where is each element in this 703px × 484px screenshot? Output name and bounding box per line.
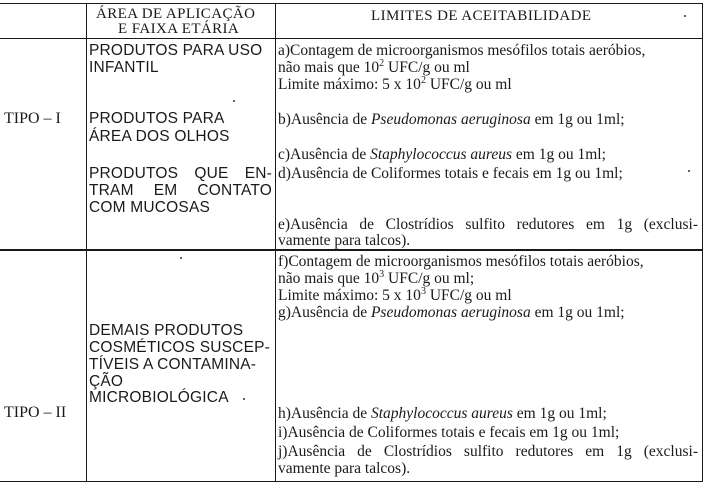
limit-b: b)Ausência de Pseudomonas aeruginosa em 1g ou 1ml;: [278, 111, 625, 128]
scan-speck: [180, 257, 182, 259]
area-demais-line3: TÍVEIS A CONTAMINA-: [89, 356, 257, 373]
area-mucosas-line2: TRAM EM CONTATO: [89, 182, 272, 199]
area-demais-line5: MICROBIOLÓGICA: [89, 389, 229, 406]
table-top-border: [0, 3, 703, 4]
limit-f-line2: não mais que $10^3$ UFC/g ou ml;: [278, 269, 475, 287]
limit-c: c)Ausência de Staphylococcus aureus em 1g ou 1ml;: [278, 146, 606, 163]
limit-j-line1: j)Ausência de Clostrídios sulfito redutores em 1g (exclusi-: [278, 443, 698, 460]
header-bottom-border: [0, 38, 703, 39]
col-divider-1: [86, 3, 87, 482]
area-demais-line2: COSMÉTICOS SUSCEP-: [89, 339, 271, 356]
scan-speck: [684, 15, 686, 17]
area-infantil-line1: PRODUTOS PARA USO: [89, 42, 263, 59]
area-mucosas-line1: PRODUTOS QUE EN-: [89, 165, 272, 182]
limit-a-line3: Limite máximo: 5 x $10^2$ UFC/g ou ml: [278, 75, 512, 93]
limit-e-line2: vamente para talcos).: [278, 232, 411, 249]
header-area-line1: ÁREA DE APLICAÇÃO: [96, 6, 256, 22]
limit-a-line1: a)Contagem de microorganismos mesófilos totais aeróbios,: [278, 42, 646, 59]
area-demais-line1: DEMAIS PRODUTOS: [89, 322, 244, 339]
scan-speck: [233, 100, 235, 102]
limit-h: h)Ausência de Staphylococcus aureus em 1g ou 1ml;: [278, 405, 607, 422]
area-demais-line4: ÇÃO: [89, 373, 124, 390]
limit-i: i)Ausência de Coliformes totais e fecais em 1g ou 1ml;: [278, 424, 620, 441]
col-divider-2: [275, 3, 276, 482]
area-olhos-line1: PRODUTOS PARA: [89, 110, 225, 127]
area-mucosas-line3: COM MUCOSAS: [89, 199, 211, 216]
scan-speck: [243, 398, 245, 400]
tipo-1-label: TIPO – I: [4, 110, 61, 127]
limit-e-line1: e)Ausência de Clostrídios sulfito redutores em 1g (exclusi-: [278, 216, 698, 233]
limit-f-line3: Limite máximo: 5 x $10^3$ UFC/g ou ml: [278, 286, 512, 304]
limit-a-line2: não mais que $10^2$ UFC/g ou ml: [278, 58, 470, 76]
tipo-2-label: TIPO – II: [4, 404, 67, 421]
header-limits: LIMITES DE ACEITABILIDADE: [371, 8, 592, 24]
limit-g: g)Ausência de Pseudomonas aeruginosa em 1g ou 1ml;: [278, 304, 625, 321]
area-infantil-line2: INFANTIL: [89, 59, 159, 76]
limit-f-line1: f)Contagem de microorganismos mesófilos totais aeróbios,: [278, 253, 644, 270]
limit-d: d)Ausência de Coliformes totais e fecais em 1g ou 1ml;: [278, 165, 623, 182]
scan-speck: [688, 170, 690, 172]
header-area-line2: E FAIXA ETÁRIA: [118, 21, 240, 37]
table-bottom-border: [0, 481, 703, 482]
area-olhos-line2: ÁREA DOS OLHOS: [89, 128, 230, 145]
limit-j-line2: vamente para talcos).: [278, 460, 411, 477]
